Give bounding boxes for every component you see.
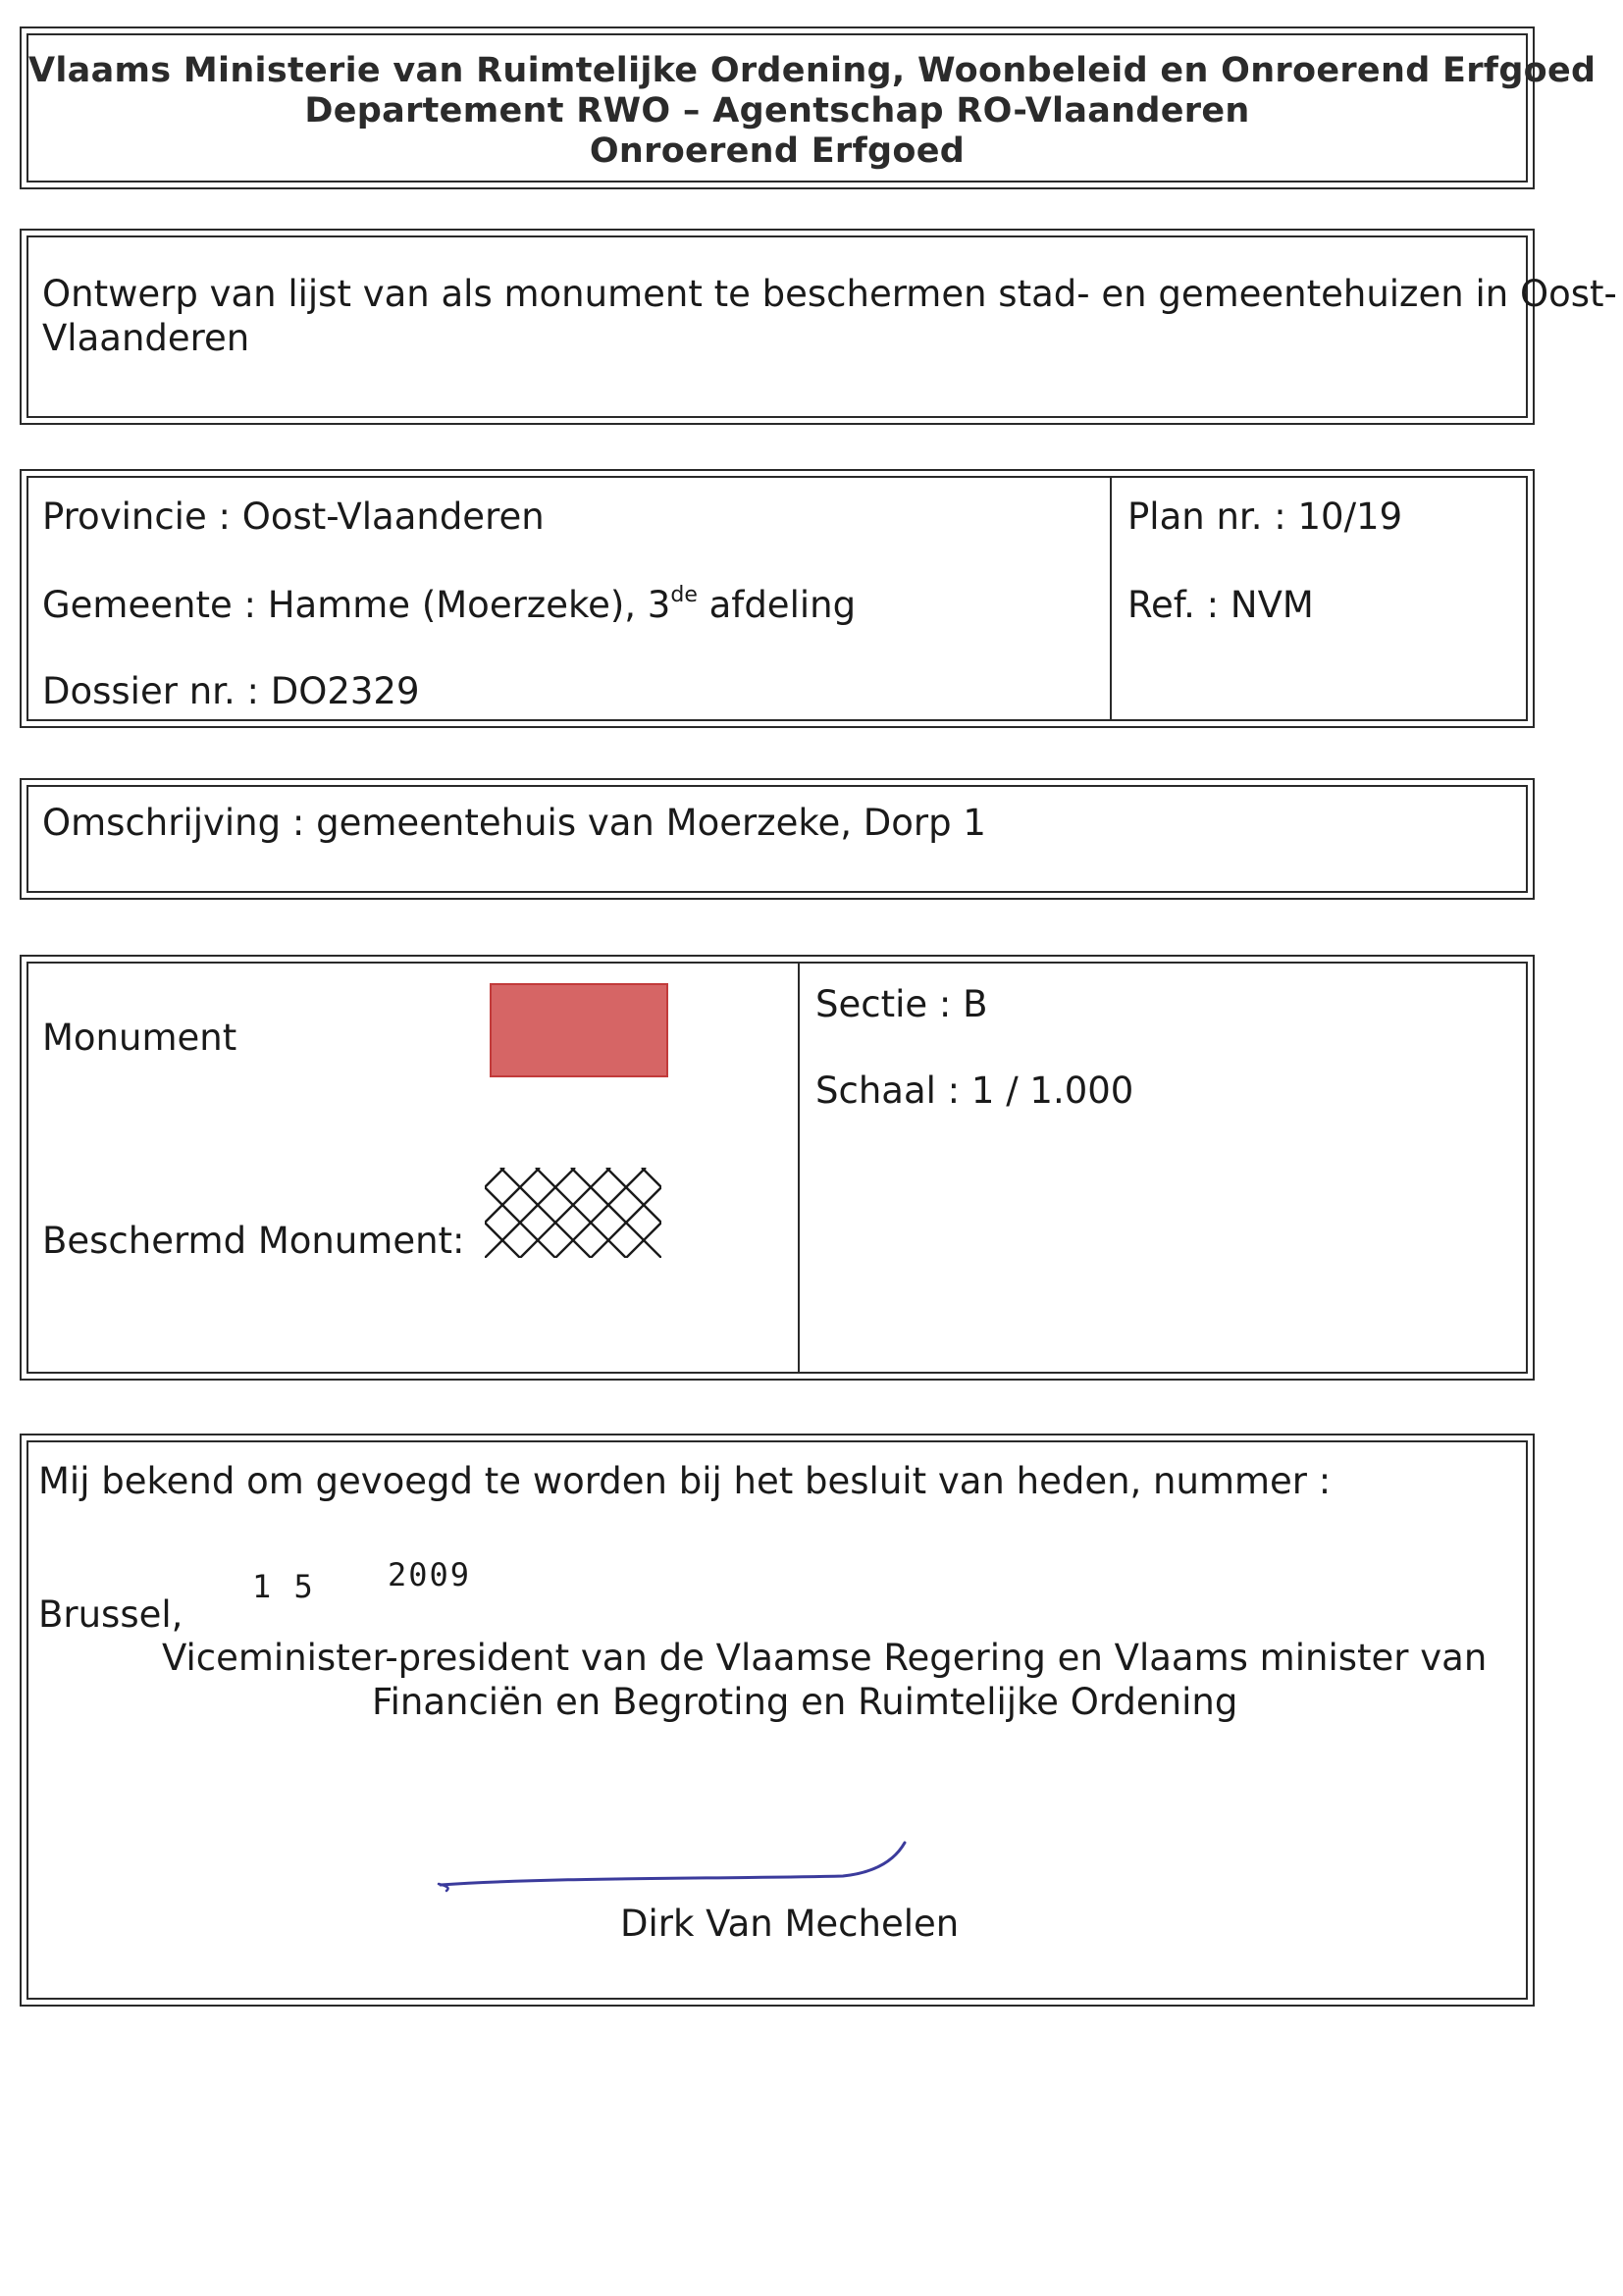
signer-name: Dirk Van Mechelen — [620, 1903, 960, 1945]
reference-field: Ref. : NVM — [1127, 584, 1314, 626]
role-line2: Financiën en Begroting en Ruimtelijke Ordening — [372, 1681, 1238, 1723]
provincie-field: Provincie : Oost-Vlaanderen — [42, 496, 545, 538]
omschrijving-box — [26, 785, 1528, 893]
sectie-field: Sectie : B — [815, 983, 988, 1025]
crosshatch-swatch — [485, 1168, 661, 1258]
gemeente-suffix: afdeling — [697, 584, 857, 626]
legend-divider — [798, 964, 800, 1372]
header-agency: Onroerend Erfgoed — [589, 131, 966, 171]
header-department: Departement RWO – Agentschap RO-Vlaanderen — [304, 91, 1250, 130]
header-box — [26, 33, 1597, 183]
details-divider — [1110, 478, 1112, 719]
gemeente-superscript: de — [670, 583, 698, 607]
statement-text: Mij bekend om gevoegd te worden bij het besluit van heden, nummer : — [38, 1460, 1332, 1502]
date-stamp-year: 2009 — [388, 1556, 472, 1593]
dossier-field: Dossier nr. : DO2329 — [42, 670, 420, 712]
document-title-line1: Ontwerp van lijst van als monument te beschermen stad- en gemeentehuizen in Oost- — [42, 273, 1617, 315]
handwritten-signature — [401, 1805, 912, 1913]
monument-label: Monument — [42, 1017, 237, 1059]
gemeente-text: Gemeente : Hamme (Moerzeke), 3 — [42, 584, 671, 626]
title-box — [26, 235, 1617, 418]
role-line1: Viceminister-president van de Vlaamse Regering en Vlaams minister van — [162, 1637, 1488, 1679]
plan-number-field: Plan nr. : 10/19 — [1127, 496, 1403, 538]
omschrijving-field: Omschrijving : gemeentehuis van Moerzeke, Dorp 1 — [42, 802, 986, 844]
document-title-line2: Vlaanderen — [42, 317, 250, 359]
signature-box — [26, 1440, 1528, 2000]
city-text: Brussel, — [38, 1593, 183, 1636]
beschermd-monument-label: Beschermd Monument: — [42, 1220, 465, 1262]
legend-box — [26, 962, 1528, 1374]
schaal-field: Schaal : 1 / 1.000 — [815, 1070, 1134, 1112]
monument-swatch — [490, 983, 668, 1077]
details-box — [26, 476, 1528, 721]
gemeente-field — [42, 584, 856, 627]
header-ministry: Vlaams Ministerie van Ruimtelijke Ordening, Woonbeleid en Onroerend Erfgoed — [28, 51, 1597, 90]
date-stamp-day: 1 5 — [252, 1568, 315, 1605]
